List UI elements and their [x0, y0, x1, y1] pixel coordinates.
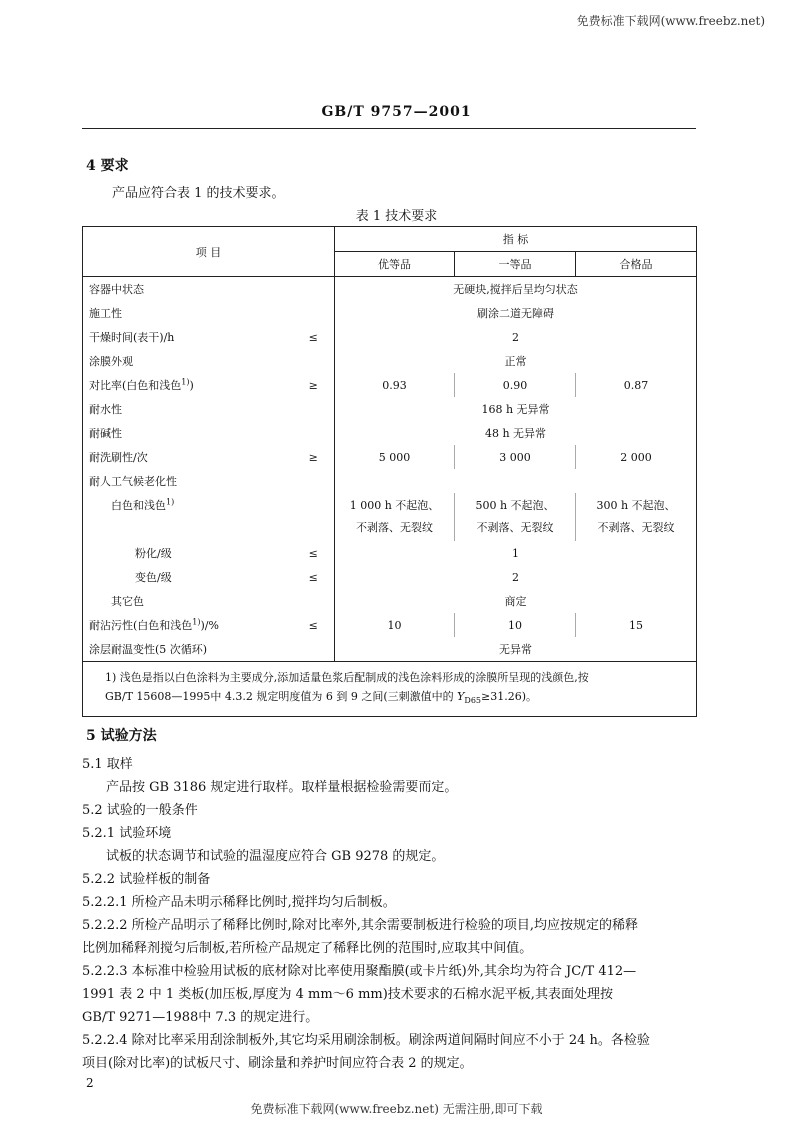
- row-value: 商定: [504, 595, 527, 608]
- row-symbol: [293, 589, 335, 613]
- table-1: [82, 226, 697, 717]
- row-name: 耐人工气候老化性: [89, 475, 177, 488]
- clause-5-2-1-text: 试板的状态调节和试验的温湿度应符合 GB 9278 的规定。: [106, 849, 445, 864]
- row-value: 2: [512, 570, 519, 584]
- watermark-bottom: 免费标准下载网(www.freebz.net) 无需注册,即可下载: [250, 1102, 543, 1116]
- row-symbol: [293, 349, 335, 373]
- page-number: 2: [86, 1076, 94, 1090]
- column-header-group: 指 标: [335, 227, 697, 252]
- row-value-grade-1: 1 000 h 不起泡、 不剥落、无裂纹: [349, 499, 440, 534]
- row-symbol: [293, 493, 335, 541]
- row-symbol: ≥: [293, 445, 335, 469]
- row-value: 1: [512, 546, 519, 560]
- row-name: 涂膜外观: [89, 355, 133, 368]
- row-name: 耐水性: [89, 403, 122, 416]
- row-value: 正常: [504, 355, 527, 368]
- table-row: [83, 349, 697, 373]
- table-row: [83, 373, 697, 397]
- table-note-row: [83, 662, 697, 717]
- row-symbol: [293, 301, 335, 325]
- row-symbol: [293, 397, 335, 421]
- row-symbol: ≤: [293, 325, 335, 349]
- row-value-grade-2: 500 h 不起泡、 不剥落、无裂纹: [455, 493, 576, 541]
- section-4-heading: 4 要求: [86, 158, 129, 174]
- row-value-empty: [335, 469, 697, 493]
- row-value-grade-1: 10: [387, 618, 402, 632]
- column-header-grade-1: 优等品: [335, 252, 455, 277]
- clause-5-1: 5.1 取样: [82, 757, 133, 772]
- row-name: 涂层耐温变性(5 次循环): [83, 637, 293, 662]
- row-symbol: [293, 637, 335, 662]
- table-row: [83, 637, 697, 662]
- row-name: 耐洗刷性/次: [89, 451, 148, 464]
- row-value-grade-1: 0.93: [382, 378, 407, 392]
- row-name: 耐沾污性(白色和浅色$^{1)}$)/%: [89, 617, 219, 632]
- row-name: 粉化/级: [135, 547, 172, 560]
- row-symbol: [293, 421, 335, 445]
- table-footnote: 1) 浅色是指以白色涂料为主要成分,添加适量色浆后配制成的浅色涂料形成的涂膜所呈现的浅颜色,按 GB/T 15608—1995中 4.3.2 规定明度值为 6 到 9 之间(三刺激值中的 $Y_{D65}\ge 31.26$)。: [105, 671, 589, 706]
- clause-5-2-2-4-line-1: 5.2.2.4 除对比率采用刮涂制板外,其它均采用刷涂制板。刷涂两道间隔时间应不小于 24 h。各检验: [82, 1033, 650, 1048]
- table-row: [83, 493, 697, 541]
- clause-5-2-1: 5.2.1 试验环境: [82, 826, 172, 841]
- row-symbol: ≥: [293, 373, 335, 397]
- clause-5-2-2: 5.2.2 试验样板的制备: [82, 872, 211, 887]
- clause-5-2-2-4-line-2: 项目(除对比率)的试板尺寸、刷涂量和养护时间应符合表 2 的规定。: [82, 1056, 473, 1071]
- row-value: 2: [512, 330, 519, 344]
- row-symbol: ≤: [293, 613, 335, 637]
- row-symbol: [293, 469, 335, 493]
- table-row: [83, 541, 697, 565]
- clause-5-2-2-2-line-2: 比例加稀释剂搅匀后制板,若所检产品规定了稀释比例的范围时,应取其中间值。: [82, 941, 533, 956]
- column-header-item: 项 目: [83, 227, 335, 277]
- row-value-grade-2: 10: [455, 613, 576, 637]
- clause-5-2-2-3-line-2: 1991 表 2 中 1 类板(加压板,厚度为 4 mm～6 mm)技术要求的石棉水泥平板,其表面处理按: [82, 987, 613, 1002]
- row-value-grade-3: 2 000: [620, 450, 652, 464]
- table-header-row: [83, 227, 697, 252]
- clause-5-1-text: 产品按 GB 3186 规定进行取样。取样量根据检验需要而定。: [106, 780, 458, 795]
- clause-5-2-2-2-line-1: 5.2.2.2 所检产品明示了稀释比例时,除对比率外,其余需要制板进行检验的项目,均应按规定的稀释: [82, 918, 639, 933]
- table-row: [83, 301, 697, 325]
- column-header-grade-3: 合格品: [576, 252, 697, 277]
- row-value-grade-3: 15: [629, 618, 643, 632]
- table-row: [83, 469, 697, 493]
- row-value-grade-2: 3 000: [455, 445, 576, 469]
- row-name: 白色和浅色$^{1)}$: [111, 497, 175, 512]
- column-header-grade-2: 一等品: [455, 252, 576, 277]
- row-name: 其它色: [111, 595, 144, 608]
- table-row: [83, 421, 697, 445]
- table-row: [83, 565, 697, 589]
- table-1-caption: 表 1 技术要求: [355, 209, 438, 224]
- row-symbol: ≤: [293, 541, 335, 565]
- row-name: 变色/级: [135, 571, 172, 584]
- row-value: 无硬块,搅拌后呈均匀状态: [453, 283, 578, 296]
- row-value: 刷涂二道无障碍: [477, 307, 554, 320]
- row-symbol: [293, 277, 335, 302]
- section-5-heading: 5 试验方法: [86, 728, 157, 744]
- row-value: 无异常: [335, 637, 697, 662]
- row-value-grade-3: 300 h 不起泡、 不剥落、无裂纹: [596, 499, 676, 534]
- clause-5-2-2-3-line-1: 5.2.2.3 本标准中检验用试板的底材除对比率使用聚酯膜(或卡片纸)外,其余均为符合 JC/T 412—: [82, 964, 637, 979]
- watermark-top: 免费标准下载网(www.freebz.net): [576, 14, 765, 28]
- row-value-grade-3: 0.87: [623, 378, 649, 392]
- table-row: [83, 397, 697, 421]
- clause-5-2: 5.2 试验的一般条件: [82, 803, 198, 818]
- table-row: [83, 613, 697, 637]
- row-value-grade-1: 5 000: [378, 450, 411, 464]
- row-name: 容器中状态: [89, 283, 144, 296]
- clause-5-2-2-1: 5.2.2.1 所检产品未明示稀释比例时,搅拌均匀后制板。: [82, 895, 396, 910]
- table-row: [83, 325, 697, 349]
- table-row: [83, 445, 697, 469]
- row-value-grade-2: 0.90: [455, 373, 576, 397]
- row-name: 施工性: [89, 307, 122, 320]
- document-header: GB/T 9757—2001: [321, 104, 472, 120]
- table-row: [83, 277, 697, 302]
- section-4-intro: 产品应符合表 1 的技术要求。: [112, 186, 285, 201]
- clause-5-2-2-3-line-3: GB/T 9271—1988中 7.3 的规定进行。: [82, 1010, 319, 1025]
- row-name: 干燥时间(表干)/h: [89, 331, 175, 344]
- row-name: 对比率(白色和浅色$^{1)}$): [89, 377, 194, 392]
- table-row: [83, 589, 697, 613]
- row-symbol: ≤: [293, 565, 335, 589]
- row-value: 48 h 无异常: [484, 427, 547, 440]
- row-value: 168 h 无异常: [481, 403, 550, 416]
- row-name: 耐碱性: [89, 427, 122, 440]
- header-rule: [82, 128, 696, 129]
